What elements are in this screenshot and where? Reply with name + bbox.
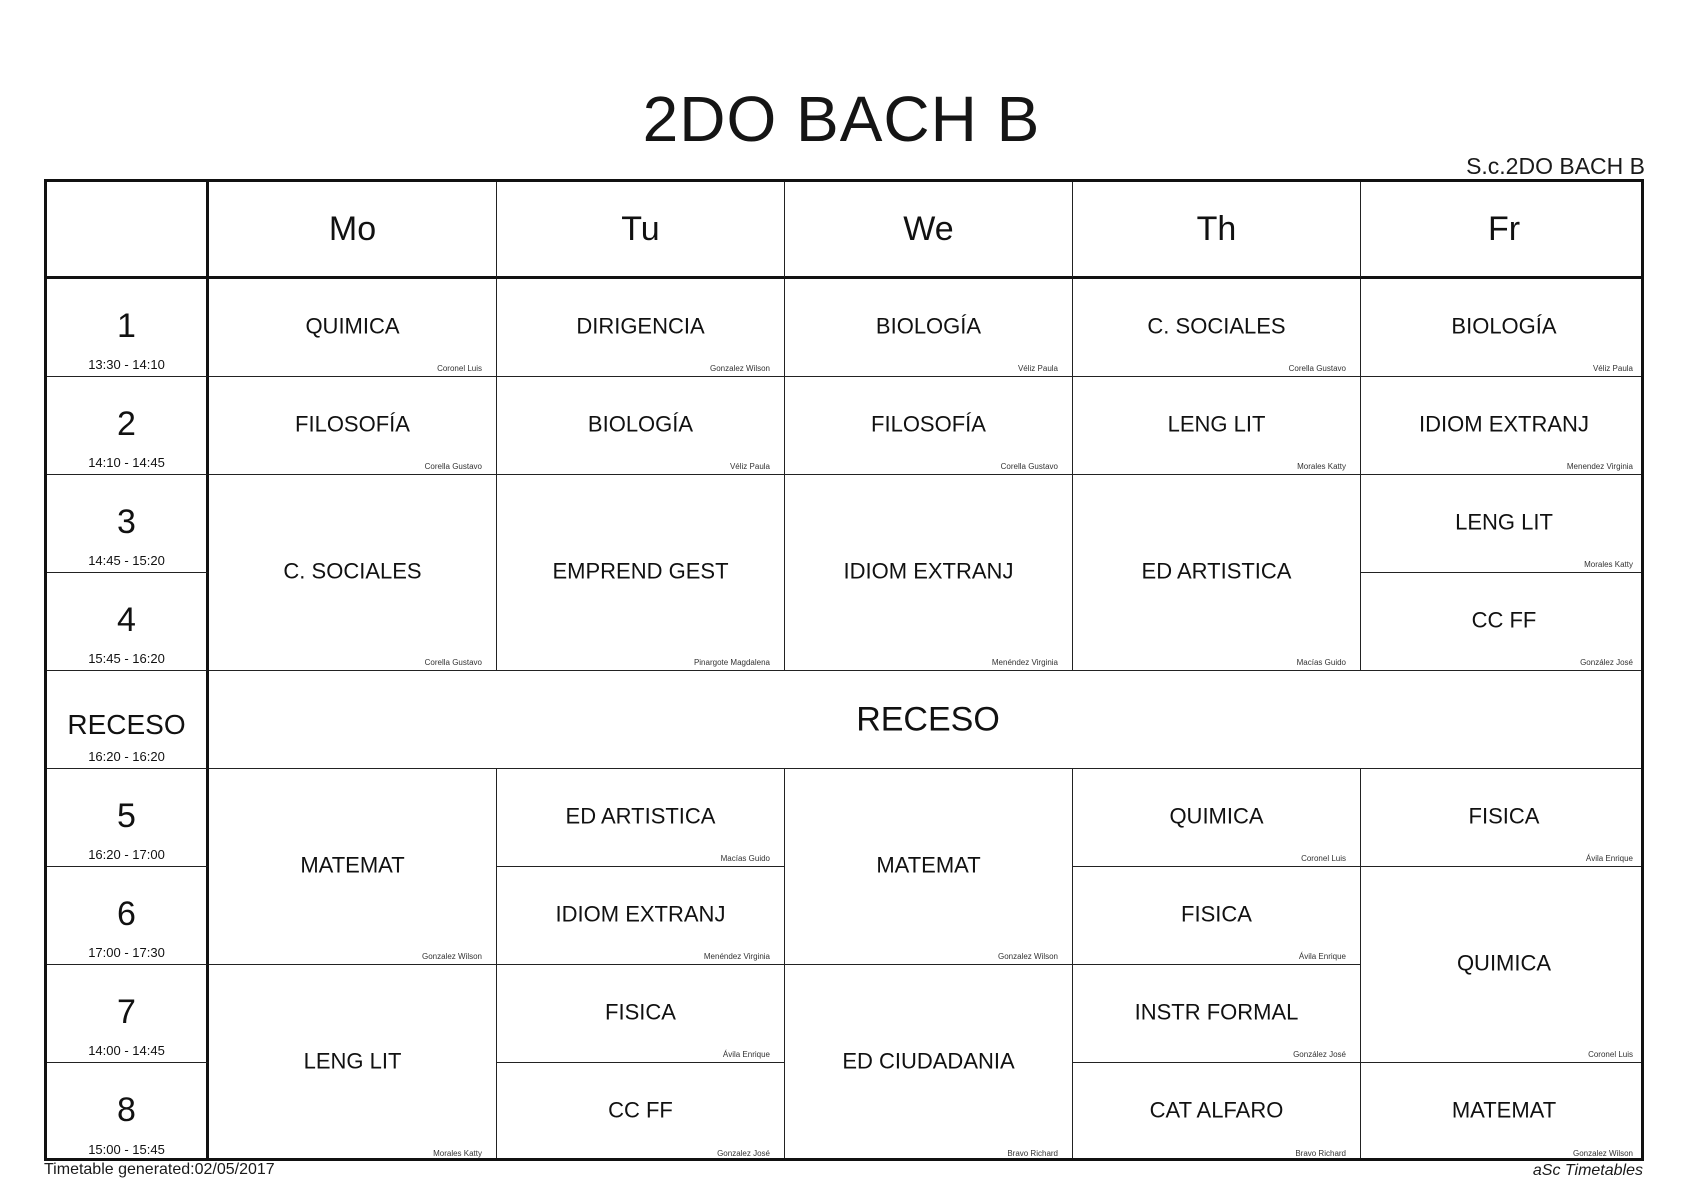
lesson-cell xyxy=(1361,279,1644,377)
lesson-subject: LENG LIT xyxy=(303,1048,402,1074)
lesson-cell xyxy=(497,1063,785,1161)
lesson-subject: ED ARTISTICA xyxy=(1141,558,1292,584)
lesson-cell xyxy=(1073,769,1361,867)
lesson-teacher: Ávila Enrique xyxy=(1298,952,1346,961)
lesson-teacher: Pinargote Magdalena xyxy=(693,658,770,667)
lesson-subject: ED CIUDADANIA xyxy=(842,1048,1015,1074)
class-subtitle: S.c.2DO BACH B xyxy=(1466,153,1645,179)
lesson-subject: CC FF xyxy=(608,1097,673,1123)
lesson-teacher: Macías Guido xyxy=(1296,658,1346,667)
lesson-teacher: Bravo Richard xyxy=(1295,1149,1346,1158)
lesson-cell xyxy=(1361,377,1644,475)
lesson-teacher: Macías Guido xyxy=(720,854,770,863)
lesson-cell xyxy=(1073,1063,1361,1161)
period-header-5 xyxy=(47,769,209,867)
lesson-teacher: Corella Gustavo xyxy=(424,462,482,471)
period-number: 6 xyxy=(117,895,136,933)
lesson-cell xyxy=(1361,573,1644,671)
lesson-teacher: Menendez Virginia xyxy=(1566,462,1633,471)
timetable-grid xyxy=(44,179,1644,1161)
day-label: Th xyxy=(1196,210,1237,248)
break-row xyxy=(209,671,1644,769)
lesson-cell xyxy=(497,867,785,965)
day-label: We xyxy=(903,210,954,248)
lesson-cell xyxy=(209,377,497,475)
lesson-subject: BIOLOGÍA xyxy=(587,411,694,437)
lesson-subject: MATEMAT xyxy=(1451,1097,1557,1123)
period-number: RECESO xyxy=(67,709,186,740)
lesson-subject: BIOLOGÍA xyxy=(875,313,982,339)
day-header-tu xyxy=(497,182,785,279)
day-label: Mo xyxy=(328,210,377,248)
lesson-subject: FILOSOFÍA xyxy=(871,411,986,437)
period-number: 5 xyxy=(117,797,136,835)
lesson-cell xyxy=(497,475,785,671)
lesson-cell xyxy=(209,769,497,965)
lesson-cell xyxy=(209,965,497,1161)
lesson-teacher: Morales Katty xyxy=(433,1149,482,1158)
lesson-cell xyxy=(1361,1063,1644,1161)
lesson-teacher: González José xyxy=(1293,1050,1346,1059)
period-time: 15:45 - 16:20 xyxy=(88,651,165,666)
lesson-subject: CAT ALFARO xyxy=(1149,1097,1284,1123)
lesson-teacher: Bravo Richard xyxy=(1007,1149,1058,1158)
lesson-subject: DIRIGENCIA xyxy=(576,313,705,339)
lesson-cell xyxy=(1361,475,1644,573)
period-header-8 xyxy=(47,1063,209,1161)
period-time: 14:10 - 14:45 xyxy=(88,455,165,470)
lesson-teacher: Coronel Luis xyxy=(1588,1050,1633,1059)
lesson-cell xyxy=(785,279,1073,377)
lesson-teacher: Véliz Paula xyxy=(1592,364,1633,373)
lesson-teacher: Gonzalez Wilson xyxy=(709,364,770,373)
lesson-subject: LENG LIT xyxy=(1455,509,1553,535)
lesson-cell xyxy=(1361,769,1644,867)
lesson-cell xyxy=(1073,867,1361,965)
lesson-subject: IDIOM EXTRANJ xyxy=(843,558,1014,584)
lesson-subject: EMPREND GEST xyxy=(552,558,729,584)
lesson-teacher: Menéndez Virginia xyxy=(991,658,1058,667)
lesson-teacher: Corella Gustavo xyxy=(1000,462,1058,471)
period-header-1 xyxy=(47,279,209,377)
corner-cell xyxy=(47,182,209,279)
lesson-teacher: Ávila Enrique xyxy=(1585,854,1633,863)
lesson-cell xyxy=(497,769,785,867)
lesson-subject: QUIMICA xyxy=(1169,803,1264,829)
lesson-cell xyxy=(497,279,785,377)
lesson-teacher: Véliz Paula xyxy=(1017,364,1058,373)
lesson-subject: FISICA xyxy=(605,999,676,1025)
period-header-6 xyxy=(47,867,209,965)
period-time: 15:00 - 15:45 xyxy=(88,1142,165,1157)
period-number: 1 xyxy=(117,307,136,345)
lesson-cell xyxy=(1073,377,1361,475)
lesson-subject: INSTR FORMAL xyxy=(1134,999,1299,1025)
period-header-4 xyxy=(47,573,209,671)
period-header-7 xyxy=(47,965,209,1063)
period-number: 4 xyxy=(117,601,136,639)
lesson-subject: MATEMAT xyxy=(876,852,981,878)
lesson-subject: C. SOCIALES xyxy=(1147,313,1286,339)
period-time: 14:00 - 14:45 xyxy=(88,1043,165,1058)
lesson-subject: BIOLOGÍA xyxy=(1451,313,1557,339)
lesson-cell xyxy=(1361,867,1644,1063)
period-time: 16:20 - 17:00 xyxy=(88,847,165,862)
day-header-th xyxy=(1073,182,1361,279)
lesson-cell xyxy=(785,475,1073,671)
lesson-subject: CC FF xyxy=(1471,607,1537,633)
lesson-teacher: Gonzalez Wilson xyxy=(1572,1149,1633,1158)
lesson-cell xyxy=(497,965,785,1063)
lesson-teacher: Gonzalez Wilson xyxy=(997,952,1058,961)
lesson-teacher: Gonzalez Wilson xyxy=(421,952,482,961)
lesson-teacher: Menéndez Virginia xyxy=(703,952,770,961)
lesson-teacher: Ávila Enrique xyxy=(722,1050,770,1059)
period-number: 8 xyxy=(117,1091,136,1129)
lesson-subject: IDIOM EXTRANJ xyxy=(555,901,726,927)
lesson-cell xyxy=(1073,965,1361,1063)
period-time: 14:45 - 15:20 xyxy=(88,553,165,568)
lesson-subject: C. SOCIALES xyxy=(283,558,422,584)
generated-date: Timetable generated:02/05/2017 xyxy=(44,1161,275,1178)
period-number: 7 xyxy=(117,993,136,1031)
period-number: 3 xyxy=(117,503,136,541)
lesson-teacher: Coronel Luis xyxy=(1301,854,1346,863)
lesson-cell xyxy=(497,377,785,475)
period-time: 16:20 - 16:20 xyxy=(88,749,165,764)
lesson-teacher: Corella Gustavo xyxy=(424,658,482,667)
lesson-teacher: González José xyxy=(1580,658,1633,667)
lesson-teacher: Coronel Luis xyxy=(437,364,482,373)
lesson-subject: LENG LIT xyxy=(1167,411,1266,437)
lesson-subject: FILOSOFÍA xyxy=(295,411,410,437)
lesson-subject: FISICA xyxy=(1181,901,1252,927)
period-header-break xyxy=(47,671,209,769)
period-header-3 xyxy=(47,475,209,573)
day-header-we xyxy=(785,182,1073,279)
lesson-teacher: Gonzalez José xyxy=(717,1149,770,1158)
lesson-subject: FISICA xyxy=(1468,803,1540,829)
lesson-cell xyxy=(209,475,497,671)
lesson-teacher: Corella Gustavo xyxy=(1288,364,1346,373)
period-number: 2 xyxy=(117,405,136,443)
lesson-teacher: Véliz Paula xyxy=(729,462,770,471)
brand-label: aSc Timetables xyxy=(1532,1162,1643,1179)
day-header-mo xyxy=(209,182,497,279)
lesson-subject: QUIMICA xyxy=(305,313,400,339)
period-time: 17:00 - 17:30 xyxy=(88,945,165,960)
day-label: Fr xyxy=(1487,210,1521,248)
day-label: Tu xyxy=(621,210,660,248)
lesson-cell xyxy=(785,965,1073,1161)
lesson-teacher: Morales Katty xyxy=(1584,560,1633,569)
lesson-cell xyxy=(209,279,497,377)
lesson-subject: ED ARTISTICA xyxy=(565,803,716,829)
lesson-subject: MATEMAT xyxy=(300,852,405,878)
period-header-2 xyxy=(47,377,209,475)
period-time: 13:30 - 14:10 xyxy=(88,357,165,372)
day-header-fr xyxy=(1361,182,1644,279)
lesson-subject: IDIOM EXTRANJ xyxy=(1419,411,1589,437)
lesson-cell xyxy=(1073,475,1361,671)
page-title: 2DO BACH B xyxy=(642,83,1041,155)
lesson-cell xyxy=(1073,279,1361,377)
lesson-cell xyxy=(785,377,1073,475)
break-label: RECESO xyxy=(856,700,1000,738)
lesson-cell xyxy=(785,769,1073,965)
lesson-teacher: Morales Katty xyxy=(1297,462,1346,471)
lesson-subject: QUIMICA xyxy=(1456,950,1552,976)
